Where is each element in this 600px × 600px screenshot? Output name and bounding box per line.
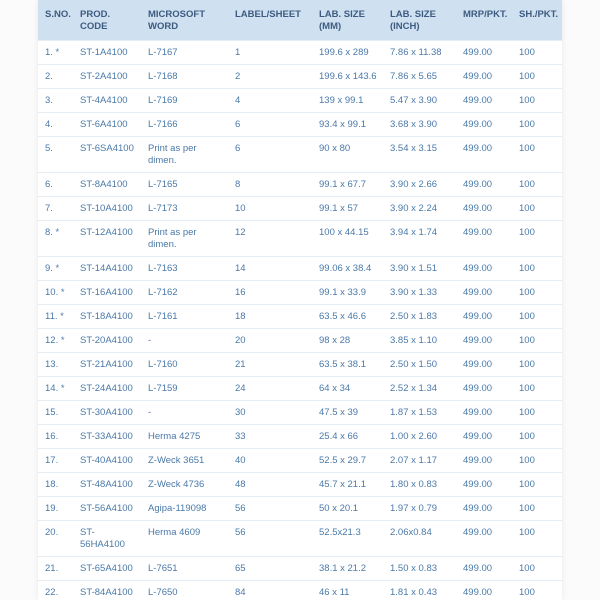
cell-lab-size-mm: 99.1 x 33.9 <box>312 281 383 305</box>
cell-label-sheet: 6 <box>228 113 312 137</box>
cell-prod-code: ST-8A4100 <box>73 173 141 197</box>
cell-label-sheet: 65 <box>228 557 312 581</box>
cell-sheets-per-pkt: 100 <box>512 473 562 497</box>
cell-lab-size-inch: 2.50 x 1.83 <box>383 305 456 329</box>
cell-prod-code: ST-48A4100 <box>73 473 141 497</box>
cell-lab-size-mm: 64 x 34 <box>312 377 383 401</box>
cell-lab-size-mm: 100 x 44.15 <box>312 221 383 257</box>
header-sh-pkt: SH./PKT. <box>512 0 562 41</box>
cell-microsoft-word: - <box>141 401 228 425</box>
cell-prod-code: ST-1A4100 <box>73 41 141 65</box>
cell-lab-size-inch: 2.07 x 1.17 <box>383 449 456 473</box>
cell-sheets-per-pkt: 100 <box>512 281 562 305</box>
table-row <box>38 41 562 65</box>
cell-lab-size-inch: 1.50 x 0.83 <box>383 557 456 581</box>
cell-lab-size-inch: 3.90 x 2.66 <box>383 173 456 197</box>
cell-sno: 8. * <box>38 221 73 257</box>
cell-microsoft-word: Z-Weck 4736 <box>141 473 228 497</box>
table-row <box>38 497 562 521</box>
table-body <box>38 41 562 600</box>
cell-lab-size-mm: 98 x 28 <box>312 329 383 353</box>
cell-mrp: 499.00 <box>456 329 512 353</box>
cell-lab-size-inch: 2.06x0.84 <box>383 521 456 557</box>
header-mrp-pkt: MRP/PKT. <box>456 0 512 41</box>
header-label-sheet: LABEL/SHEET <box>228 0 312 41</box>
cell-label-sheet: 4 <box>228 89 312 113</box>
cell-mrp: 499.00 <box>456 221 512 257</box>
cell-label-sheet: 21 <box>228 353 312 377</box>
cell-microsoft-word: Z-Weck 3651 <box>141 449 228 473</box>
table-row <box>38 113 562 137</box>
table-row <box>38 401 562 425</box>
cell-mrp: 499.00 <box>456 557 512 581</box>
cell-label-sheet: 10 <box>228 197 312 221</box>
cell-microsoft-word: L-7169 <box>141 89 228 113</box>
cell-sno: 10. * <box>38 281 73 305</box>
cell-lab-size-inch: 7.86 x 5.65 <box>383 65 456 89</box>
cell-mrp: 499.00 <box>456 473 512 497</box>
cell-lab-size-mm: 50 x 20.1 <box>312 497 383 521</box>
cell-mrp: 499.00 <box>456 113 512 137</box>
header-lab-size-inch: LAB. SIZE (INCH) <box>383 0 456 41</box>
cell-microsoft-word: L-7159 <box>141 377 228 401</box>
cell-sno: 19. <box>38 497 73 521</box>
cell-microsoft-word: Agipa-119098 <box>141 497 228 521</box>
table-header <box>38 0 562 41</box>
table-row <box>38 449 562 473</box>
cell-prod-code: ST-33A4100 <box>73 425 141 449</box>
table-row <box>38 65 562 89</box>
cell-prod-code: ST-65A4100 <box>73 557 141 581</box>
cell-prod-code: ST-84A4100 <box>73 581 141 600</box>
cell-prod-code: ST-40A4100 <box>73 449 141 473</box>
cell-sno: 2. <box>38 65 73 89</box>
cell-prod-code: ST-6SA4100 <box>73 137 141 173</box>
table-row <box>38 173 562 197</box>
cell-lab-size-inch: 1.87 x 1.53 <box>383 401 456 425</box>
cell-lab-size-mm: 199.6 x 289 <box>312 41 383 65</box>
table-row <box>38 377 562 401</box>
cell-sheets-per-pkt: 100 <box>512 353 562 377</box>
cell-sno: 14. * <box>38 377 73 401</box>
cell-lab-size-mm: 52.5 x 29.7 <box>312 449 383 473</box>
cell-label-sheet: 24 <box>228 377 312 401</box>
cell-lab-size-mm: 63.5 x 46.6 <box>312 305 383 329</box>
cell-microsoft-word: L-7165 <box>141 173 228 197</box>
cell-lab-size-inch: 3.90 x 1.51 <box>383 257 456 281</box>
cell-microsoft-word: Print as per dimen. <box>141 221 228 257</box>
cell-sheets-per-pkt: 100 <box>512 41 562 65</box>
table-row <box>38 521 562 557</box>
cell-lab-size-inch: 3.90 x 1.33 <box>383 281 456 305</box>
cell-sheets-per-pkt: 100 <box>512 557 562 581</box>
cell-mrp: 499.00 <box>456 305 512 329</box>
table-row <box>38 473 562 497</box>
cell-microsoft-word: L-7168 <box>141 65 228 89</box>
cell-microsoft-word: Herma 4275 <box>141 425 228 449</box>
cell-label-sheet: 48 <box>228 473 312 497</box>
cell-label-sheet: 1 <box>228 41 312 65</box>
cell-microsoft-word: L-7160 <box>141 353 228 377</box>
cell-prod-code: ST-56HA4100 <box>73 521 141 557</box>
cell-sno: 20. <box>38 521 73 557</box>
cell-sheets-per-pkt: 100 <box>512 581 562 600</box>
cell-label-sheet: 8 <box>228 173 312 197</box>
cell-lab-size-mm: 63.5 x 38.1 <box>312 353 383 377</box>
cell-prod-code: ST-12A4100 <box>73 221 141 257</box>
cell-lab-size-mm: 90 x 80 <box>312 137 383 173</box>
cell-sheets-per-pkt: 100 <box>512 497 562 521</box>
cell-lab-size-mm: 25.4 x 66 <box>312 425 383 449</box>
table-row <box>38 557 562 581</box>
cell-microsoft-word: L-7161 <box>141 305 228 329</box>
header-prod-code: PROD. CODE <box>73 0 141 41</box>
cell-sheets-per-pkt: 100 <box>512 425 562 449</box>
cell-lab-size-mm: 46 x 11 <box>312 581 383 600</box>
cell-sheets-per-pkt: 100 <box>512 305 562 329</box>
cell-sheets-per-pkt: 100 <box>512 137 562 173</box>
cell-sno: 9. * <box>38 257 73 281</box>
cell-sno: 4. <box>38 113 73 137</box>
cell-microsoft-word: L-7167 <box>141 41 228 65</box>
cell-sno: 22. <box>38 581 73 600</box>
cell-lab-size-mm: 93.4 x 99.1 <box>312 113 383 137</box>
cell-mrp: 499.00 <box>456 197 512 221</box>
cell-prod-code: ST-14A4100 <box>73 257 141 281</box>
cell-sno: 5. <box>38 137 73 173</box>
header-lab-size-mm: LAB. SIZE (MM) <box>312 0 383 41</box>
cell-lab-size-inch: 3.94 x 1.74 <box>383 221 456 257</box>
cell-sheets-per-pkt: 100 <box>512 65 562 89</box>
cell-lab-size-mm: 38.1 x 21.2 <box>312 557 383 581</box>
cell-microsoft-word: L-7651 <box>141 557 228 581</box>
cell-sheets-per-pkt: 100 <box>512 173 562 197</box>
cell-sheets-per-pkt: 100 <box>512 257 562 281</box>
cell-lab-size-mm: 99.1 x 57 <box>312 197 383 221</box>
cell-sno: 21. <box>38 557 73 581</box>
cell-lab-size-inch: 1.00 x 2.60 <box>383 425 456 449</box>
cell-sno: 7. <box>38 197 73 221</box>
cell-sheets-per-pkt: 100 <box>512 197 562 221</box>
cell-mrp: 499.00 <box>456 401 512 425</box>
cell-microsoft-word: Print as per dimen. <box>141 137 228 173</box>
cell-lab-size-inch: 3.54 x 3.15 <box>383 137 456 173</box>
cell-lab-size-inch: 2.52 x 1.34 <box>383 377 456 401</box>
cell-sno: 15. <box>38 401 73 425</box>
cell-label-sheet: 18 <box>228 305 312 329</box>
cell-prod-code: ST-24A4100 <box>73 377 141 401</box>
header-row <box>38 0 562 41</box>
table-row <box>38 425 562 449</box>
cell-label-sheet: 2 <box>228 65 312 89</box>
cell-prod-code: ST-6A4100 <box>73 113 141 137</box>
cell-sno: 6. <box>38 173 73 197</box>
cell-label-sheet: 16 <box>228 281 312 305</box>
cell-mrp: 499.00 <box>456 281 512 305</box>
cell-mrp: 499.00 <box>456 521 512 557</box>
cell-sheets-per-pkt: 100 <box>512 401 562 425</box>
cell-sheets-per-pkt: 100 <box>512 377 562 401</box>
cell-lab-size-inch: 1.97 x 0.79 <box>383 497 456 521</box>
cell-sheets-per-pkt: 100 <box>512 329 562 353</box>
cell-label-sheet: 56 <box>228 521 312 557</box>
table-row <box>38 281 562 305</box>
cell-mrp: 499.00 <box>456 65 512 89</box>
table-row <box>38 89 562 113</box>
cell-sno: 12. * <box>38 329 73 353</box>
cell-sheets-per-pkt: 100 <box>512 113 562 137</box>
cell-prod-code: ST-21A4100 <box>73 353 141 377</box>
cell-lab-size-mm: 47.5 x 39 <box>312 401 383 425</box>
cell-sno: 3. <box>38 89 73 113</box>
cell-label-sheet: 12 <box>228 221 312 257</box>
cell-microsoft-word: L-7650 <box>141 581 228 600</box>
cell-label-sheet: 30 <box>228 401 312 425</box>
cell-sheets-per-pkt: 100 <box>512 221 562 257</box>
table-row <box>38 581 562 600</box>
cell-lab-size-mm: 52.5x21.3 <box>312 521 383 557</box>
cell-lab-size-inch: 1.81 x 0.43 <box>383 581 456 600</box>
cell-lab-size-mm: 99.1 x 67.7 <box>312 173 383 197</box>
cell-mrp: 499.00 <box>456 89 512 113</box>
cell-label-sheet: 40 <box>228 449 312 473</box>
cell-microsoft-word: L-7162 <box>141 281 228 305</box>
table-row <box>38 305 562 329</box>
cell-lab-size-inch: 3.85 x 1.10 <box>383 329 456 353</box>
cell-prod-code: ST-30A4100 <box>73 401 141 425</box>
cell-prod-code: ST-18A4100 <box>73 305 141 329</box>
table-row <box>38 197 562 221</box>
cell-sheets-per-pkt: 100 <box>512 449 562 473</box>
cell-mrp: 499.00 <box>456 41 512 65</box>
header-microsoft-word: MICROSOFT WORD <box>141 0 228 41</box>
cell-lab-size-inch: 5.47 x 3.90 <box>383 89 456 113</box>
cell-microsoft-word: - <box>141 329 228 353</box>
cell-lab-size-mm: 139 x 99.1 <box>312 89 383 113</box>
cell-mrp: 499.00 <box>456 377 512 401</box>
cell-lab-size-inch: 3.68 x 3.90 <box>383 113 456 137</box>
cell-sheets-per-pkt: 100 <box>512 89 562 113</box>
cell-label-sheet: 20 <box>228 329 312 353</box>
cell-mrp: 499.00 <box>456 353 512 377</box>
cell-sno: 18. <box>38 473 73 497</box>
cell-lab-size-mm: 45.7 x 21.1 <box>312 473 383 497</box>
table-row <box>38 137 562 173</box>
price-list-sheet <box>38 0 562 600</box>
cell-mrp: 499.00 <box>456 497 512 521</box>
cell-mrp: 499.00 <box>456 173 512 197</box>
cell-microsoft-word: Herma 4609 <box>141 521 228 557</box>
cell-sno: 13. <box>38 353 73 377</box>
cell-lab-size-mm: 199.6 x 143.6 <box>312 65 383 89</box>
table-row <box>38 353 562 377</box>
table-row <box>38 257 562 281</box>
table-row <box>38 329 562 353</box>
cell-sno: 1. * <box>38 41 73 65</box>
cell-label-sheet: 33 <box>228 425 312 449</box>
cell-label-sheet: 6 <box>228 137 312 173</box>
cell-lab-size-inch: 3.90 x 2.24 <box>383 197 456 221</box>
cell-sheets-per-pkt: 100 <box>512 521 562 557</box>
cell-mrp: 499.00 <box>456 137 512 173</box>
table-row <box>38 221 562 257</box>
cell-mrp: 499.00 <box>456 257 512 281</box>
cell-prod-code: ST-4A4100 <box>73 89 141 113</box>
cell-mrp: 499.00 <box>456 581 512 600</box>
cell-prod-code: ST-16A4100 <box>73 281 141 305</box>
cell-prod-code: ST-2A4100 <box>73 65 141 89</box>
cell-sno: 17. <box>38 449 73 473</box>
cell-mrp: 499.00 <box>456 449 512 473</box>
cell-lab-size-mm: 99.06 x 38.4 <box>312 257 383 281</box>
cell-prod-code: ST-10A4100 <box>73 197 141 221</box>
cell-prod-code: ST-56A4100 <box>73 497 141 521</box>
cell-label-sheet: 14 <box>228 257 312 281</box>
cell-microsoft-word: L-7173 <box>141 197 228 221</box>
cell-sno: 11. * <box>38 305 73 329</box>
cell-microsoft-word: L-7166 <box>141 113 228 137</box>
cell-mrp: 499.00 <box>456 425 512 449</box>
cell-label-sheet: 56 <box>228 497 312 521</box>
label-price-table <box>38 0 562 600</box>
cell-label-sheet: 84 <box>228 581 312 600</box>
cell-lab-size-inch: 7.86 x 11.38 <box>383 41 456 65</box>
cell-microsoft-word: L-7163 <box>141 257 228 281</box>
cell-sno: 16. <box>38 425 73 449</box>
cell-prod-code: ST-20A4100 <box>73 329 141 353</box>
cell-lab-size-inch: 2.50 x 1.50 <box>383 353 456 377</box>
header-sno: S.NO. <box>38 0 73 41</box>
cell-lab-size-inch: 1.80 x 0.83 <box>383 473 456 497</box>
